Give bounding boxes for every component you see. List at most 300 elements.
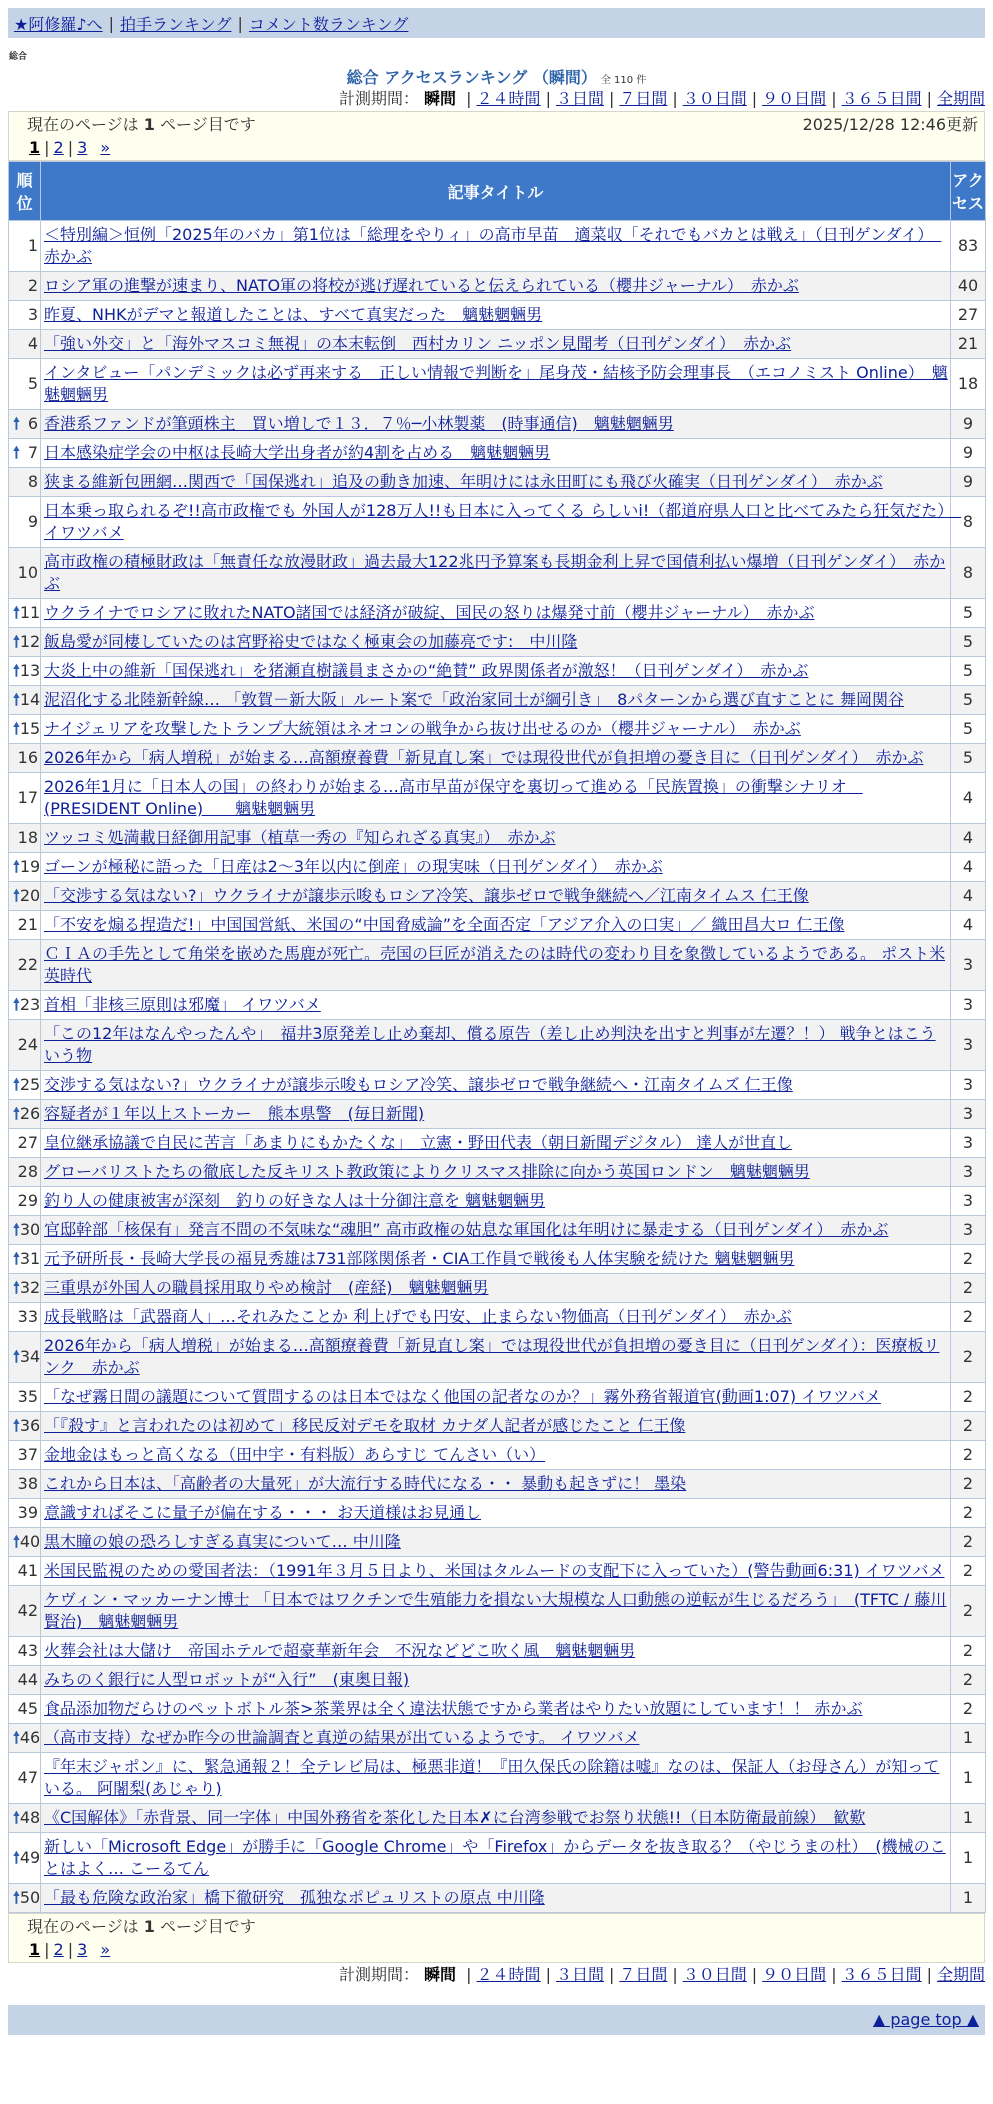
pager-link-2[interactable]: 2 [53, 1940, 64, 1959]
rank-up-arrow-icon: 🠕 [13, 1888, 20, 1907]
article-title-link[interactable]: 交渉する気はない?」ウクライナが譲歩示唆もロシア冷笑、譲歩ゼロで戦争継続へ・江南タイムズ 仁王像 [44, 1075, 793, 1094]
article-title-link[interactable]: これから日本は、「高齢者の大量死」が大流行する時代になる・・ 暴動も起きずに！ 墨染 [44, 1474, 687, 1493]
title-cell [41, 1100, 951, 1129]
access-count: 2 [951, 1332, 986, 1383]
page-title-text: 総合 アクセスランキング （瞬間） [346, 68, 597, 87]
nav-link-asyura[interactable]: ★阿修羅♪へ [14, 14, 103, 34]
rank-number: 39 [17, 1503, 38, 1522]
article-title-link[interactable]: ウクライナでロシアに敗れたNATO諸国では経済が破綻、国民の怒りは爆発寸前（櫻井ジャーナル） 赤かぶ [44, 603, 815, 622]
article-title-link[interactable]: 三重県が外国人の職員採用取りやめ検討 (産経) 魑魅魍魎男 [44, 1278, 489, 1297]
pager-link-3[interactable]: 3 [77, 138, 88, 157]
rank-number: 21 [17, 915, 38, 934]
access-count: 40 [951, 272, 986, 301]
title-cell [41, 1412, 951, 1441]
article-title-link[interactable]: インタビュー「パンデミックは必ず再来する 正しい情報で判断を」尾身茂・結核予防会理事長 （エコノミスト Online） 魑魅魍魎男 [44, 363, 948, 404]
rank-cell [9, 1245, 41, 1274]
rank-number: 12 [19, 632, 41, 651]
access-count: 21 [951, 330, 986, 359]
rank-up-arrow-icon: 🠕 [13, 995, 20, 1014]
rank-up-arrow-icon: 🠕 [13, 603, 20, 622]
table-row [9, 1274, 986, 1303]
rank-number: 16 [17, 748, 38, 767]
period-link[interactable]: ２４時間 [476, 1965, 541, 1984]
article-title-link[interactable]: 2026年1月に「日本人の国」の終わりが始まる…高市早苗が保守を裏切って進める「民族置換」の衝撃シナリオ (PRESIDENT Online) 魑魅魍魎男 [44, 777, 863, 818]
access-count: 4 [951, 824, 986, 853]
rank-cell [9, 1724, 41, 1753]
table-row [9, 599, 986, 628]
article-title-link[interactable]: ＣＩＡの手先として角栄を嵌めた馬鹿が死亡。売国の巨匠が消えたのは時代の変わり目を象徴しているようである。 ポスト米英時代 [44, 944, 946, 985]
period-link[interactable]: ３日間 [555, 89, 604, 108]
title-cell [41, 1528, 951, 1557]
header-access: アクセス [951, 162, 986, 221]
article-title-link[interactable]: 高市政権の積極財政は「無責任な放漫財政」過去最大122兆円予算案も長期金利上昇で国債利払い爆増（日刊ゲンダイ） 赤かぶ [44, 552, 946, 593]
nav-link-clap-ranking[interactable]: 拍手ランキング [119, 14, 232, 34]
title-cell [41, 301, 951, 330]
pager-link-3[interactable]: 3 [77, 1940, 88, 1959]
article-title-link[interactable]: ＜特別編＞恒例「2025年のバカ」第1位は「総理をやりィ」の高市早苗 適菜収「それでもバカとは戦え」（日刊ゲンダイ） 赤かぶ [44, 225, 942, 266]
rank-up-arrow-icon: 🠕 [13, 886, 20, 905]
article-title-link[interactable]: 官邸幹部「核保有」発言不問の不気味な“魂胆” 高市政権の姑息な軍国化は年明けに暴走する（日刊ゲンダイ） 赤かぶ [44, 1220, 889, 1239]
page-status: 現在のページは 1 ページ目です [27, 1917, 256, 1936]
access-count: 2 [951, 1383, 986, 1412]
rank-number: 15 [19, 719, 41, 738]
article-title-link[interactable]: 泥沼化する北陸新幹線… 「敦賀－新大阪」ルート案で「政治家同士が綱引き」 8パターンから選び直すことに 舞岡関谷 [44, 690, 905, 709]
access-count: 3 [951, 1216, 986, 1245]
table-row [9, 744, 986, 773]
article-title-link[interactable]: ケヴィン・マッカーナン博士 「日本ではワクチンで生殖能力を損ない大規模な人口動態の逆転が生じるだろう」 (TFTC / 藤川賢治) 魑魅魍魎男 [44, 1590, 947, 1631]
access-count: 5 [951, 599, 986, 628]
rank-number: 3 [27, 305, 38, 324]
title-cell [41, 1666, 951, 1695]
table-row [9, 911, 986, 940]
table-row [9, 1020, 986, 1071]
nav-separator: | [237, 13, 243, 33]
rank-number: 17 [17, 788, 38, 807]
title-cell [41, 1637, 951, 1666]
access-count: 2 [951, 1528, 986, 1557]
rank-number: 31 [19, 1249, 41, 1268]
period-separator: | [751, 89, 758, 108]
table-row [9, 468, 986, 497]
table-row [9, 1158, 986, 1187]
rank-number: 34 [19, 1347, 41, 1366]
rank-number: 4 [27, 334, 38, 353]
table-row [9, 1383, 986, 1412]
table-row [9, 1833, 986, 1884]
rank-cell [9, 657, 41, 686]
article-title-link[interactable]: 容疑者が１年以上ストーカー 熊本県警 (毎日新聞) [44, 1104, 425, 1123]
top-nav-bar [8, 8, 985, 38]
access-count: 1 [951, 1753, 986, 1804]
article-title-link[interactable]: 日本感染症学会の中枢は長崎大学出身者が約4割を占める 魑魅魍魎男 [44, 443, 551, 462]
rank-number: 32 [19, 1278, 41, 1297]
article-title-link[interactable]: ゴーンが極秘に語った「日産は2～3年以内に倒産」の現実味（日刊ゲンダイ） 赤かぶ [44, 857, 663, 876]
rank-cell [9, 773, 41, 824]
article-title-link[interactable]: 《C国解体》「赤背景、同一字体」中国外務省を茶化した日本✗に台湾参戦でお祭り状態!!（日本防衛最前線） 歓歎 [44, 1808, 866, 1827]
rank-number: 43 [17, 1641, 38, 1660]
table-row [9, 628, 986, 657]
period-separator: | [751, 1965, 758, 1984]
access-count: 3 [951, 1129, 986, 1158]
access-count: 3 [951, 991, 986, 1020]
article-title-link[interactable]: 2026年から「病人増税」が始まる…高額療養費「新見直し案」では現役世代が負担増の憂き目に（日刊ゲンダイ） 赤かぶ [44, 748, 924, 767]
rank-cell [9, 272, 41, 301]
title-cell [41, 221, 951, 272]
table-row [9, 1441, 986, 1470]
rank-cell [9, 439, 41, 468]
table-row [9, 1804, 986, 1833]
rank-cell [9, 1412, 41, 1441]
article-title-link[interactable]: 「『殺す』と言われたのは初めて」移民反対デモを取材 カナダ人記者が感じたこと 仁王像 [44, 1416, 686, 1435]
article-title-link[interactable]: ツッコミ処満載日経御用記事（植草一秀の『知られざる真実』） 赤かぶ [44, 828, 556, 847]
rank-cell [9, 548, 41, 599]
access-count: 1 [951, 1833, 986, 1884]
pager-bottom: 1 | 2 | 3 » [29, 1940, 111, 1959]
rank-up-arrow-icon: 🠕 [13, 1347, 20, 1366]
table-row [9, 1412, 986, 1441]
table-row [9, 940, 986, 991]
rank-number: 29 [17, 1191, 38, 1210]
rank-number: 24 [17, 1035, 38, 1054]
rank-number: 18 [17, 828, 38, 847]
rank-number: 13 [19, 661, 41, 680]
access-count: 2 [951, 1245, 986, 1274]
article-title-link[interactable]: 『年末ジャポン』に、緊急通報２！全テレビ局は、極悪非道！『田久保氏の除籍は嘘』なのは、保証人（お母さん）が知っている。 阿闍梨(あじゃり) [44, 1757, 940, 1798]
article-title-link[interactable]: 首相「非核三原則は邪魔」 イワツバメ [44, 995, 321, 1014]
period-separator: | [831, 1965, 837, 1984]
period-link[interactable]: ２４時間 [476, 89, 541, 108]
rank-cell [9, 1332, 41, 1383]
table-row [9, 1303, 986, 1332]
title-cell [41, 1586, 951, 1637]
title-cell [41, 1557, 951, 1586]
period-selector-bottom [0, 1963, 985, 1987]
title-cell [41, 853, 951, 882]
table-row [9, 1100, 986, 1129]
header-title: 記事タイトル [41, 162, 951, 221]
title-cell [41, 1695, 951, 1724]
pager-current: 1 [29, 138, 41, 157]
table-row [9, 1499, 986, 1528]
rank-number: 33 [17, 1307, 38, 1326]
title-cell [41, 468, 951, 497]
table-row [9, 548, 986, 599]
access-count: 3 [951, 1187, 986, 1216]
access-count: 2 [951, 1470, 986, 1499]
rank-number: 40 [19, 1532, 41, 1551]
article-title-link[interactable]: 火葬会社は大儲け 帝国ホテルで超豪華新年会 不況などどこ吹く風 魑魅魍魎男 [44, 1641, 636, 1660]
title-cell [41, 272, 951, 301]
article-title-link[interactable]: 「不安を煽る捏造だ!」中国国営紙、米国の“中国脅威論”を全面否定「アジア介入の口実」／ 織田昌大ロ 仁王像 [44, 915, 845, 934]
access-count: 3 [951, 1100, 986, 1129]
rank-cell [9, 911, 41, 940]
rank-number: 50 [19, 1888, 41, 1907]
rank-number: 48 [19, 1808, 41, 1827]
table-row [9, 1666, 986, 1695]
title-cell [41, 1441, 951, 1470]
article-title-link[interactable]: 「この12年はなんやったんや」 福井3原発差し止め棄却、償る原告（差し止め判決を出すと判事が左遷？！） 戦争とはこういう物 [44, 1024, 936, 1065]
page-info-box-top [8, 111, 985, 161]
table-row [9, 272, 986, 301]
period-link[interactable]: 全期間 [936, 89, 985, 108]
rank-cell [9, 1187, 41, 1216]
table-row [9, 1187, 986, 1216]
title-cell [41, 1216, 951, 1245]
title-cell [41, 1383, 951, 1412]
article-title-link[interactable]: ナイジェリアを攻撃したトランプ大統領はネオコンの戦争から抜け出せるのか（櫻井ジャーナル） 赤かぶ [44, 719, 801, 738]
access-count: 3 [951, 1020, 986, 1071]
title-cell [41, 1187, 951, 1216]
title-cell [41, 1499, 951, 1528]
access-count: 9 [951, 410, 986, 439]
period-link[interactable]: ３０日間 [682, 89, 747, 108]
table-row [9, 1884, 986, 1913]
rank-cell [9, 1383, 41, 1412]
rank-cell [9, 715, 41, 744]
page-title [0, 65, 993, 87]
rank-up-arrow-icon: 🠕 [13, 1249, 20, 1268]
title-cell [41, 1833, 951, 1884]
article-title-link[interactable]: 「交渉する気はない?」ウクライナが譲歩示唆もロシア冷笑、譲歩ゼロで戦争継続へ／江南タイムス 仁王像 [44, 886, 809, 905]
article-title-link[interactable]: 釣り人の健康被害が深刻 釣りの好きな人は十分御注意を 魑魅魍魎男 [44, 1191, 546, 1210]
rank-cell [9, 1100, 41, 1129]
access-count: 3 [951, 940, 986, 991]
rank-up-arrow-icon: 🠕 [13, 1416, 20, 1435]
article-title-link[interactable]: （高市支持）なぜか昨今の世論調査と真逆の結果が出ているようです。 イワツバメ [44, 1728, 640, 1747]
rank-number: 49 [19, 1848, 41, 1867]
rank-cell [9, 599, 41, 628]
access-count: 5 [951, 686, 986, 715]
rank-number: 36 [19, 1416, 41, 1435]
rank-cell [9, 1470, 41, 1499]
access-count: 2 [951, 1586, 986, 1637]
article-title-link[interactable]: ロシア軍の進撃が速まり、NATO軍の将校が逃げ遅れていると伝えられている（櫻井ジャーナル） 赤かぶ [44, 276, 799, 295]
access-count: 2 [951, 1695, 986, 1724]
access-count: 1 [951, 1804, 986, 1833]
rank-cell [9, 330, 41, 359]
table-row [9, 1129, 986, 1158]
rank-number: 30 [19, 1220, 41, 1239]
period-separator: | [672, 1965, 678, 1984]
rank-cell [9, 1071, 41, 1100]
rank-up-arrow-icon: 🠕 [13, 1220, 20, 1239]
rank-number: 26 [19, 1104, 41, 1123]
article-title-link[interactable]: 香港系ファンドが筆頭株主 買い増しで１３．７％─小林製薬 (時事通信) 魑魅魍魎男 [44, 414, 674, 433]
table-row [9, 773, 986, 824]
title-cell [41, 1245, 951, 1274]
rank-up-arrow-icon: 🠕 [13, 443, 20, 462]
updated-timestamp: 2025/12/28 12:46更新 [802, 115, 978, 134]
rank-number: 6 [27, 414, 38, 433]
period-separator: | [672, 89, 678, 108]
rank-cell [9, 1666, 41, 1695]
period-link[interactable]: ３日間 [555, 1965, 604, 1984]
period-link[interactable]: 全期間 [936, 1965, 985, 1984]
title-cell [41, 657, 951, 686]
pager-link-2[interactable]: 2 [53, 138, 64, 157]
pager-next[interactable]: » [100, 1940, 111, 1959]
period-links [461, 89, 985, 108]
rank-up-arrow-icon: 🠕 [13, 1808, 20, 1827]
table-row [9, 301, 986, 330]
rank-up-arrow-icon: 🠕 [13, 1075, 20, 1094]
rank-up-arrow-icon: 🠕 [13, 1532, 20, 1551]
rank-number: 10 [17, 563, 38, 582]
table-row [9, 1216, 986, 1245]
article-title-link[interactable]: 新しい「Microsoft Edge」が勝手に「Google Chrome」や「Firefox」からデータを抜き取る？（やじうまの杜） (機械のことはよく… こーるてん [44, 1837, 946, 1878]
title-cell [41, 1804, 951, 1833]
access-count: 2 [951, 1441, 986, 1470]
period-link[interactable]: ３０日間 [682, 1965, 747, 1984]
access-count: 8 [951, 548, 986, 599]
period-link[interactable]: ９０日間 [762, 89, 827, 108]
rank-cell [9, 824, 41, 853]
ranking-table [8, 161, 986, 1913]
article-title-link[interactable]: みちのく銀行に人型ロボットが“入行” (東奥日報) [44, 1670, 410, 1689]
rank-up-arrow-icon: 🠕 [13, 414, 20, 433]
article-title-link[interactable]: 金地金はもっと高くなる（田中宇・有料版）あらすじ てんさい（い） [44, 1445, 546, 1464]
rank-number: 9 [27, 512, 38, 531]
access-count: 83 [951, 221, 986, 272]
table-row [9, 657, 986, 686]
title-cell [41, 497, 962, 548]
title-cell [41, 824, 951, 853]
article-title-link[interactable]: 大炎上中の維新「国保逃れ」を猪瀬直樹議員まさかの“絶賛” 政界関係者が激怒！（日刊ゲンダイ） 赤かぶ [44, 661, 809, 680]
nav-link-comment-ranking[interactable]: コメント数ランキング [248, 14, 409, 34]
period-label: 計測期間： [338, 89, 419, 108]
article-title-link[interactable]: 狭まる維新包囲網…関西で「国保逃れ」追及の動き加速、年明けには永田町にも飛び火確実（日刊ゲンダイ） 赤かぶ [44, 472, 883, 491]
title-cell [41, 599, 951, 628]
rank-cell [9, 744, 41, 773]
rank-cell [9, 1637, 41, 1666]
rank-number: 19 [19, 857, 41, 876]
rank-cell [9, 410, 41, 439]
rank-cell [9, 991, 41, 1020]
table-row [9, 1332, 986, 1383]
table-row [9, 1724, 986, 1753]
rank-cell [9, 1303, 41, 1332]
table-row [9, 359, 986, 410]
table-row [9, 1695, 986, 1724]
access-count: 4 [951, 773, 986, 824]
access-count: 8 [951, 497, 986, 548]
table-row [9, 1071, 986, 1100]
pager-next[interactable]: » [100, 138, 111, 157]
header-rank: 順位 [9, 162, 41, 221]
title-cell [41, 773, 951, 824]
article-title-link[interactable]: 元予研所長・長崎大学長の福見秀雄は731部隊関係者・CIA工作員で戦後も人体実験を続けた 魑魅魍魎男 [44, 1249, 795, 1268]
access-count: 5 [951, 628, 986, 657]
table-row [9, 410, 986, 439]
table-row [9, 686, 986, 715]
rank-cell [9, 1129, 41, 1158]
rank-cell [9, 1884, 41, 1913]
period-separator: | [545, 89, 551, 108]
article-title-link[interactable]: 「強い外交」と「海外マスコミ無視」の本末転倒 西村カリン ニッポン見聞考（日刊ゲンダイ） 赤かぶ [44, 334, 792, 353]
article-title-link[interactable]: 日本乗っ取られるぞ!!高市政権でも 外国人が128万人!!も日本に入ってくる らしいi!（都道府県人口と比べてみたら狂気だた） イワツバメ [44, 501, 962, 542]
access-count: 5 [951, 715, 986, 744]
title-cell [41, 1158, 951, 1187]
table-header-row [9, 162, 986, 221]
period-separator: | [466, 89, 472, 108]
period-link[interactable]: ９０日間 [762, 1965, 827, 1984]
article-title-link[interactable]: 2026年から「病人増税」が始まる…高額療養費「新見直し案」では現役世代が負担増の憂き目に（日刊ゲンダイ）：医療板リンク 赤かぶ [44, 1336, 940, 1377]
rank-up-arrow-icon: 🠕 [13, 661, 20, 680]
table-row [9, 882, 986, 911]
period-link[interactable]: ３６５日間 [841, 1965, 922, 1984]
title-cell [41, 686, 951, 715]
period-link[interactable]: ３６５日間 [841, 89, 922, 108]
access-count: 4 [951, 911, 986, 940]
bottom-bar [8, 2005, 985, 2035]
article-title-link[interactable]: 食品添加物だらけのペットボトル茶>茶業界は全く違法状態ですから業者はやりたい放題にしています！！ 赤かぶ [44, 1699, 863, 1718]
article-title-link[interactable]: 皇位継承協議で自民に苦言「あまりにもかたくな」 立憲・野田代表（朝日新聞デジタル） 達人が世直し [44, 1133, 793, 1152]
rank-number: 44 [17, 1670, 38, 1689]
article-title-link[interactable]: 米国民監視のための愛国者法：（1991年３月５日より、米国はタルムードの支配下に入っていた）(警告動画6:31) イワツバメ [44, 1561, 945, 1580]
table-row [9, 439, 986, 468]
table-row [9, 221, 986, 272]
rank-cell [9, 1753, 41, 1804]
period-separator: | [831, 89, 837, 108]
table-row [9, 1637, 986, 1666]
rank-number: 23 [19, 995, 41, 1014]
access-count: 1 [951, 1884, 986, 1913]
rank-number: 38 [17, 1474, 38, 1493]
rank-cell [9, 940, 41, 991]
article-title-link[interactable]: 昨夏、NHKがデマと報道したことは、すべて真実だった 魑魅魍魎男 [44, 305, 543, 324]
rank-up-arrow-icon: 🠕 [13, 1278, 20, 1297]
rank-up-arrow-icon: 🠕 [13, 632, 20, 651]
article-title-link[interactable]: 黒木瞳の娘の恐ろしすぎる真実について… 中川隆 [44, 1532, 401, 1551]
title-cell [41, 1129, 951, 1158]
article-title-link[interactable]: 「なぜ霧日間の議題について質問するのは日本ではなく他国の記者なのか？」霧外務省報道官(動画1:07) イワツバメ [44, 1387, 881, 1406]
table-row [9, 1557, 986, 1586]
title-cell [41, 410, 951, 439]
rank-number: 20 [19, 886, 41, 905]
rank-number: 11 [19, 603, 41, 622]
rank-number: 2 [27, 276, 38, 295]
page-info-box-bottom [8, 1913, 985, 1963]
page-top-link[interactable]: ▲ page top ▲ [872, 2010, 979, 2029]
title-cell [41, 628, 951, 657]
table-row [9, 1528, 986, 1557]
table-row [9, 1245, 986, 1274]
rank-cell [9, 1441, 41, 1470]
rank-number: 47 [17, 1768, 38, 1787]
article-title-link[interactable]: グローバリストたちの徹底した反キリスト教政策によりクリスマス排除に向かう英国ロンドン 魑魅魍魎男 [44, 1162, 810, 1181]
rank-cell [9, 1833, 41, 1884]
access-count: 4 [951, 853, 986, 882]
access-count: 2 [951, 1412, 986, 1441]
rank-cell [9, 1528, 41, 1557]
access-count: 5 [951, 657, 986, 686]
access-count: 9 [951, 468, 986, 497]
period-link[interactable]: ７日間 [619, 89, 668, 108]
title-cell [41, 548, 951, 599]
article-title-link[interactable]: 「最も危険な政治家」橋下徹研究 孤独なポピュリストの原点 中川隆 [44, 1888, 545, 1907]
title-cell [41, 1753, 951, 1804]
rank-number: 27 [17, 1133, 38, 1152]
access-count: 2 [951, 1303, 986, 1332]
article-title-link[interactable]: 意識すればそこに量子が偏在する・・・ お天道様はお見通し [44, 1503, 482, 1522]
title-cell [41, 1332, 951, 1383]
rank-cell [9, 1557, 41, 1586]
rank-number: 42 [17, 1601, 38, 1620]
period-link[interactable]: ７日間 [619, 1965, 668, 1984]
article-title-link[interactable]: 飯島愛が同棲していたのは宮野裕史ではなく極東会の加藤亮です: 中川隆 [44, 632, 578, 651]
rank-cell [9, 628, 41, 657]
article-title-link[interactable]: 成長戦略は「武器商人」…それみたことか 利上げでも円安、止まらない物価高（日刊ゲンダイ） 赤かぶ [44, 1307, 792, 1326]
